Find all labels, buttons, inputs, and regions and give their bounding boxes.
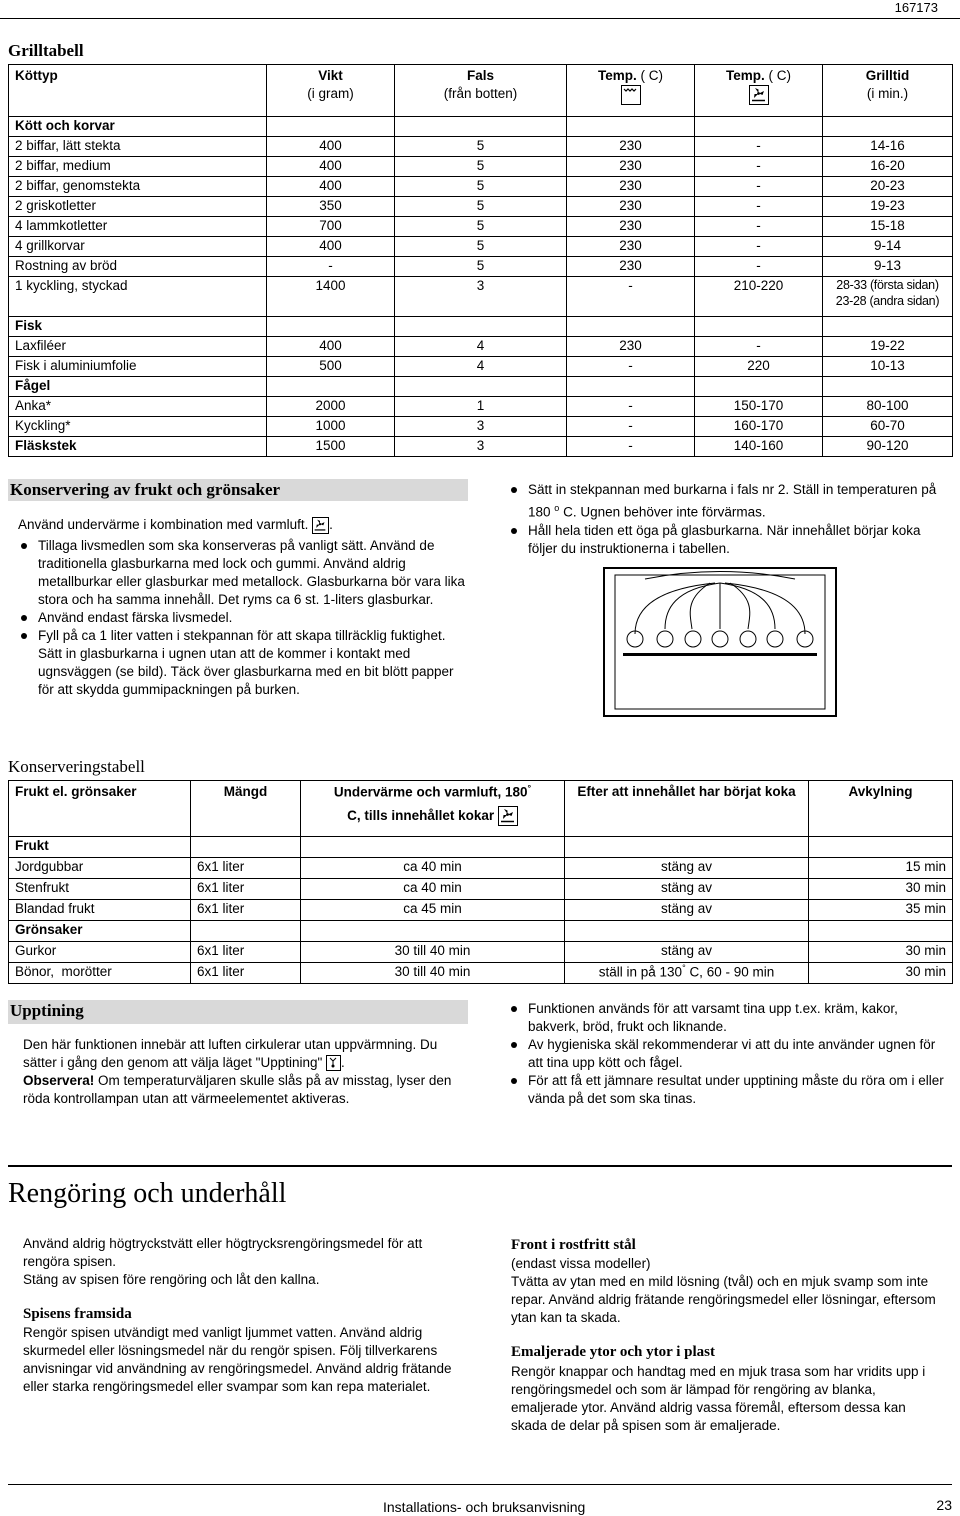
grill-header-row <box>9 65 953 117</box>
canning-bullets-left <box>18 537 468 699</box>
list-item: För att få ett jämnare resultat under upptining måste du röra om i eller vända på det som ska tinas. <box>508 1072 948 1108</box>
cleaning-intro: Använd aldrig högtryckstvätt eller högtrycksrengöringsmedel för att rengöra spisen. Stäng av spisen före rengöring och låt den kallna. <box>23 1236 423 1287</box>
col-heat: Undervärme och varmluft, 180° C, tills innehållet kokar <box>301 781 565 837</box>
document-id: 167173 <box>894 0 938 15</box>
col-shelf: Fals (från botten) <box>395 65 567 117</box>
table-row: Stenfrukt 6x1 liter ca 40 min stäng av 30 min <box>9 879 953 900</box>
grill-table <box>8 64 953 457</box>
header-rule <box>0 18 960 19</box>
list-item: Håll hela tiden ett öga på glasburkarna. När innehållet börjar koka följer du instruktionerna i tabellen. <box>508 522 948 558</box>
defrost-icon <box>326 1055 341 1071</box>
category-row: Fisk <box>9 317 953 337</box>
cleaning-title: Rengöring och underhåll <box>8 1178 287 1209</box>
fan-bottom-heat-icon <box>498 806 518 826</box>
table-row: 2 biffar, lätt stekta 400 5 230 - 14-16 <box>9 137 953 157</box>
table-row: 1 kyckling, styckad 1400 3 - 210-220 28-33 (första sidan) 23-28 (andra sidan) <box>9 277 953 317</box>
category-row: Kött och korvar <box>9 117 953 137</box>
col-amount: Mängd <box>191 781 301 837</box>
table-row: 4 lammkotletter 700 5 230 - 15-18 <box>9 217 953 237</box>
col-item: Frukt el. grönsaker <box>9 781 191 837</box>
col-temp-grill: Temp. ( C) <box>567 65 695 117</box>
front-title: Spisens framsida <box>23 1306 132 1322</box>
table-row: Blandad frukt 6x1 liter ca 45 min stäng av 35 min <box>9 900 953 921</box>
canning-bullets-right <box>508 481 948 558</box>
chicken-time-cell: 28-33 (första sidan) 23-28 (andra sidan) <box>823 277 953 317</box>
table-row: 2 biffar, medium 400 5 230 - 16-20 <box>9 157 953 177</box>
table-row: 2 biffar, genomstekta 400 5 230 - 20-23 <box>9 177 953 197</box>
steel-title: Front i rostfritt stål <box>511 1237 636 1253</box>
defrost-bullets <box>508 1000 948 1108</box>
canning-table <box>8 780 953 984</box>
list-item: Tillaga livsmedlen som ska konserveras på vanligt sätt. Använd de traditionella glasburkarna med lock och gummi. Använd aldrig metallburkar eller glasburkar med metallock. Glasburkarna bör vara lika stora och ha samma innehåll. Det ryms ca 6 st. 1-liters glasburkar. <box>18 537 468 609</box>
col-cooling: Avkylning <box>809 781 953 837</box>
grill-table-title: Grilltabell <box>8 41 84 60</box>
canning-header-row <box>9 781 953 837</box>
table-row: Fläskstek 1500 3 - 140-160 90-120 <box>9 437 953 457</box>
list-item: Fyll på ca 1 liter vatten i stekpannan för att skapa tillräcklig fuktighet. Sätt in glasburkarna i ugnen utan att de kommer i kontakt med ugnsväggen (se bild). Täck över glasburkarna med en bit blött papper för att skydda gummipackningen på burken. <box>18 627 468 699</box>
canning-table-title: Konserveringstabell <box>8 757 145 776</box>
enamel-title: Emaljerade ytor och ytor i plast <box>511 1344 716 1360</box>
table-row: Gurkor 6x1 liter 30 till 40 min stäng av 30 min <box>9 942 953 963</box>
table-row: Laxfiléer 400 4 230 - 19-22 <box>9 337 953 357</box>
enamel-text: Rengör knappar och handtag med en mjuk trasa som har vridits upp i rengöringsmedel och som är lämpad för rengöring av blanka, emaljerade ytor. Använd aldrig vassa föremål, eftersom dessa kan skada de delar på spisen som är emaljerade. <box>511 1364 926 1433</box>
footer-rule <box>8 1484 952 1485</box>
oven-jars-diagram <box>603 567 837 717</box>
category-row: Grönsaker <box>9 921 953 942</box>
col-grill-time: Grilltid (i min.) <box>823 65 953 117</box>
table-row: Bönor, morötter 6x1 liter 30 till 40 min ställ in på 130° C, 60 - 90 min 30 min <box>9 963 953 984</box>
list-item: Av hygieniska skäl rekommenderar vi att du inte använder ugnen för att tina upp kött och fågel. <box>508 1036 948 1072</box>
table-row: Rostning av bröd - 5 230 - 9-13 <box>9 257 953 277</box>
front-text: Rengör spisen utvändigt med vanligt ljummet vatten. Använd aldrig skurmedel eller lösningsmedel när du rengör spisen. Följ tillverkarens anvisningar vid användning av rengöringsmedel. Använd aldrig frätande eller starka rengöringsmedel eller svampar som kan repa materialet. <box>23 1325 452 1394</box>
category-row: Frukt <box>9 837 953 858</box>
footer-text: Installations- och bruksanvisning <box>383 1499 586 1515</box>
table-row: 4 grillkorvar 400 5 230 - 9-14 <box>9 237 953 257</box>
steel-text: (endast vissa modeller) Tvätta av ytan med en mild lösning (tvål) och en mjuk svamp som inte repar. Använd aldrig frätande rengöringsmedel eller lösningar, eftersom ytan kan ta skada. <box>511 1256 936 1325</box>
table-row: Jordgubbar 6x1 liter ca 40 min stäng av 15 min <box>9 858 953 879</box>
list-item: Använd endast färska livsmedel. <box>18 609 468 627</box>
list-item: Sätt in stekpannan med burkarna i fals nr 2. Ställ in temperaturen på 180 $^o$ C. Ugnen behöver inte förvärmas. <box>508 481 948 522</box>
col-weight: Vikt (i gram) <box>267 65 395 117</box>
fan-bottom-heat-icon <box>312 517 329 534</box>
defrost-text: Den här funktionen innebär att luften cirkulerar utan uppvärmning. Du sätter i gång den genom att välja läget "Upptining" . Observera! Om temperaturväljaren skulle slås på av misstag, lyser den röda kontrollampan utan att värmeelementet aktiveras. <box>23 1037 452 1106</box>
section-divider <box>8 1165 952 1167</box>
col-after-boil: Efter att innehållet har börjat koka <box>565 781 809 837</box>
table-row: Kyckling* 1000 3 - 160-170 60-70 <box>9 417 953 437</box>
list-item: Funktionen används för att varsamt tina upp t.ex. kräm, kakor, bakverk, bröd, frukt och liknande. <box>508 1000 948 1036</box>
col-meat-type: Köttyp <box>9 65 267 117</box>
table-row: Fisk i aluminiumfolie 500 4 - 220 10-13 <box>9 357 953 377</box>
grill-icon <box>621 85 641 105</box>
category-row: Fågel <box>9 377 953 397</box>
page-number: 23 <box>936 1497 952 1513</box>
defrost-section-title: Upptining <box>8 1000 468 1024</box>
table-row: 2 griskotletter 350 5 230 - 19-23 <box>9 197 953 217</box>
after-boil-cell: ställ in på 130° C, 60 - 90 min <box>565 963 809 984</box>
col-temp-fan: Temp. ( C) <box>695 65 823 117</box>
fan-bottom-heat-icon <box>749 85 769 105</box>
canning-section-title: Konservering av frukt och grönsaker <box>8 479 468 501</box>
canning-intro: Använd undervärme i kombination med varmluft. . <box>18 517 333 532</box>
table-row: Anka* 2000 1 - 150-170 80-100 <box>9 397 953 417</box>
